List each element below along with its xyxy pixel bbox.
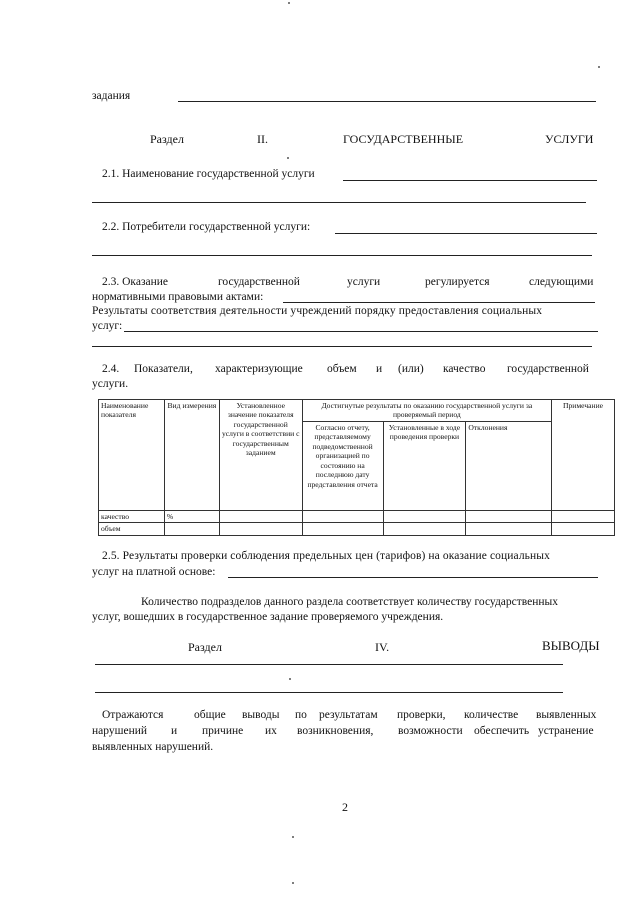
page-number: 2 [342, 800, 348, 814]
cell-empty [302, 523, 383, 535]
section-2-title-1: ГОСУДАРСТВЕННЫЕ [343, 132, 464, 146]
subheader-per-report: Согласно отчету, представляемому подведомственной организацией по состоянию на последнюю дату представления отчета [302, 421, 383, 510]
conclusions-line-3: выявленных нарушений. [92, 741, 214, 753]
item-2-4-word-1: 2.4. [102, 363, 120, 375]
item-2-4-word-3: характеризующие [215, 363, 303, 375]
count-note-line-2: услуг, вошедших в государственное задание проверяемого учреждения. [92, 611, 444, 623]
conclusions-word: обеспечить [474, 725, 530, 737]
row-name: качество [99, 511, 165, 523]
header-measure-kind: Вид измерения [164, 400, 219, 511]
item-2-4-word-4: объем [327, 363, 357, 375]
conclusions-word: нарушений [92, 725, 148, 737]
item-2-4-word-6: (или) [398, 363, 424, 375]
item-2-3-word-2: государственной [218, 276, 300, 288]
conclusions-word: выводы [242, 709, 280, 721]
cell-empty [302, 511, 383, 523]
section-2-numeral: II. [257, 132, 268, 146]
table-header-row [99, 400, 615, 422]
item-2-4-word-2: Показатели, [134, 363, 193, 375]
conclusions-word: причине [202, 725, 244, 737]
cell-empty [383, 511, 466, 523]
cell-empty [219, 523, 302, 535]
conclusions-word: количестве [464, 709, 519, 721]
item-2-3-word-3: услуги [347, 276, 381, 288]
row-kind [164, 523, 219, 535]
cell-empty [552, 523, 615, 535]
conclusions-word: устранение [538, 725, 594, 737]
section-4-word: Раздел [188, 640, 222, 654]
item-2-3-underline-results-2 [92, 346, 592, 347]
cell-empty [219, 511, 302, 523]
cell-empty [383, 523, 466, 535]
results-table [98, 399, 615, 536]
scan-speck [287, 157, 289, 159]
table-row [99, 511, 615, 523]
item-2-3-line-3: Результаты соответствия деятельности учреждений порядку предоставления социальных [92, 305, 543, 317]
task-underline [178, 101, 596, 102]
conclusions-word: возникновения, [297, 725, 374, 737]
scan-speck [288, 2, 290, 4]
item-2-1-label: 2.1. Наименование государственной услуги [102, 168, 315, 180]
conclusions-word: выявленных [536, 709, 597, 721]
section-4-title: ВЫВОДЫ [542, 638, 600, 653]
conclusions-word: их [265, 725, 277, 737]
conclusions-word: результатам [319, 709, 378, 721]
section-2-title-2: УСЛУГИ [545, 132, 594, 146]
table-row [99, 523, 615, 535]
scan-speck [598, 66, 600, 68]
item-2-2-underline-2 [92, 255, 592, 256]
cell-empty [466, 523, 552, 535]
conclusions-word: по [295, 709, 307, 721]
conclusions-word: общие [194, 709, 226, 721]
conclusions-word: возможности [398, 725, 463, 737]
scan-speck [289, 678, 291, 680]
item-2-5-line-2: услуг на платной основе: [92, 566, 216, 578]
item-2-4-line-2: услуги. [92, 378, 129, 390]
item-2-3-word-5: следующими [529, 276, 594, 288]
row-kind: % [164, 511, 219, 523]
item-2-3-underline-results [124, 331, 598, 332]
item-2-2-label: 2.2. Потребители государственной услуги: [102, 221, 311, 233]
section-2-word: Раздел [150, 132, 184, 146]
task-heading-fragment: задания [92, 90, 131, 102]
cell-empty [552, 511, 615, 523]
count-note-line-1: Количество подразделов данного раздела соответствует количеству государственных [141, 596, 559, 608]
item-2-1-underline-2 [92, 202, 586, 203]
item-2-1-underline [343, 180, 597, 181]
item-2-3-line-4: услуг: [92, 320, 123, 332]
item-2-3-line-2: нормативными правовыми актами: [92, 291, 264, 303]
header-indicator-name: Наименование показателя [99, 400, 165, 511]
item-2-3-word-4: регулируется [425, 276, 490, 288]
item-2-4-word-8: государственной [507, 363, 589, 375]
row-name: объем [99, 523, 165, 535]
header-achieved-results: Достигнутые результаты по оказанию государственной услуги за проверяемый период [302, 400, 551, 422]
conclusions-word: Отражаются [102, 709, 164, 721]
cell-empty [466, 511, 552, 523]
header-note: Примечание [552, 400, 615, 511]
item-2-4-word-7: качество [443, 363, 486, 375]
item-2-5-line-1: 2.5. Результаты проверки соблюдения предельных цен (тарифов) на оказание социальных [102, 550, 550, 562]
scan-speck [292, 882, 294, 884]
scan-speck [292, 836, 294, 838]
subheader-found-in-check: Установленные в ходе проведения проверки [383, 421, 466, 510]
item-2-5-underline [228, 577, 598, 578]
header-set-value: Установленное значение показателя государственной услуги в соответствии с государственным заданием [219, 400, 302, 511]
item-2-4-word-5: и [376, 363, 383, 375]
subheader-deviations: Отклонения [466, 421, 552, 510]
item-2-3-underline-acts [283, 302, 595, 303]
item-2-3-word-1: 2.3. Оказание [102, 276, 169, 288]
item-2-2-underline [335, 233, 597, 234]
conclusions-word: и [171, 725, 178, 737]
section-4-numeral: IV. [375, 640, 390, 654]
conclusions-underline-1 [95, 664, 563, 665]
conclusions-underline-2 [95, 692, 563, 693]
conclusions-word: проверки, [397, 709, 446, 721]
